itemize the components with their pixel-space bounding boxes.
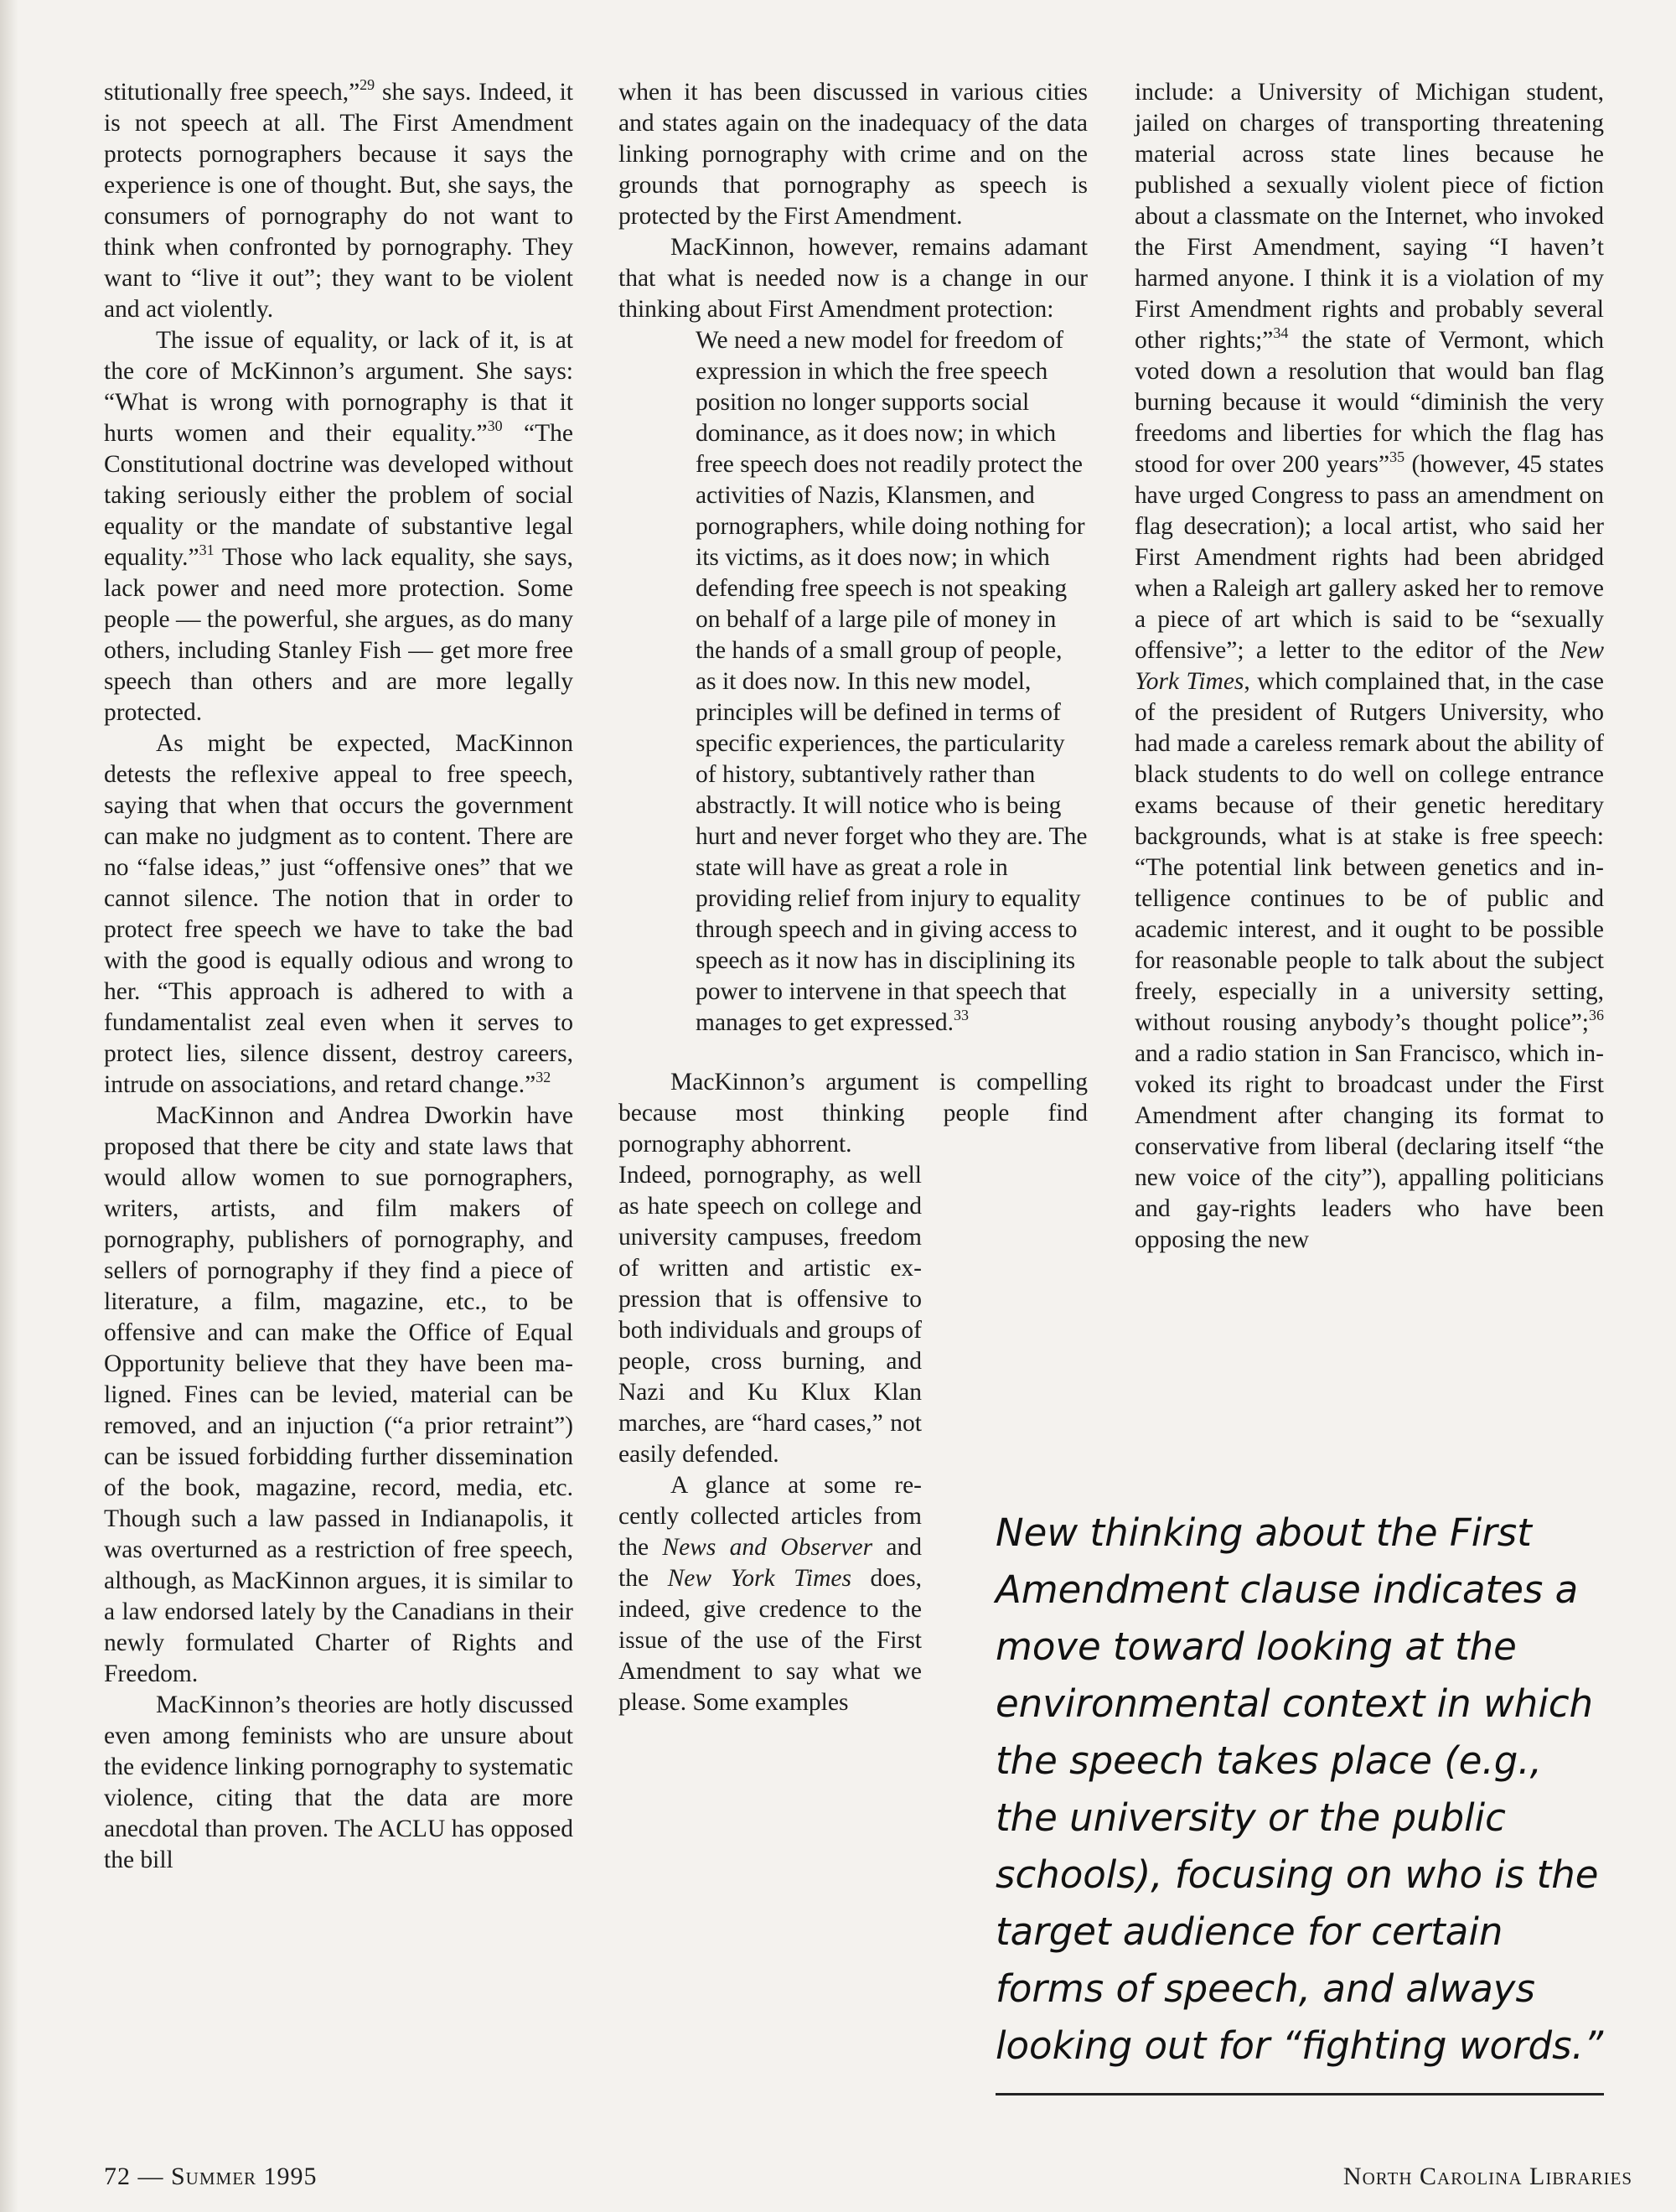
pull-quote-rule <box>996 2093 1604 2095</box>
paragraph: MacKinnon, however, remains adamant that what is needed now is a change in our thinking about First Amendment protection: <box>618 234 1088 323</box>
issue-label: Summer 1995 <box>171 2163 318 2190</box>
footnote-ref: 35 <box>1389 448 1405 465</box>
paragraph: A glance at some recently collected articles from the News and Observer and the New York Times does, indeed, give credence to the issue of the use of the First Amendment to say what we please. Some examples <box>618 1472 923 1716</box>
footer-page-info: 72 — Summer 1995 <box>104 2163 318 2190</box>
paragraph: MacKinnon’s theories are hotly discussed even among feminists who are unsure about the evidence linking pornography to systematic violence, citing that the data are more anecdotal than proven. The ACLU has opposed the bill <box>104 1691 573 1873</box>
paragraph: when it has been discussed in various cities and states again on the inadequacy of the data linking pornography with crime and on the grounds that pornography as speech is protected by the First Amendment. <box>618 79 1088 230</box>
paragraph: The issue of equality, or lack of it, is at the core of McKinnon’s argument. She says: “What is wrong with pornography is that it hurts women and their equality.”$^{30}$ “The Constitutional doctrine was developed without taking seriously either the problem of social equality or the mandate of substantive legal equality.”$^{31}$ Those who lack equality, she says, lack power and need more protection. Some people — the powerful, she argues, as do many others, including Stanley Fish — get more free speech than others and are more legally protected. <box>104 327 573 726</box>
footnote-ref: 32 <box>535 1069 551 1085</box>
footnote-ref: 29 <box>360 76 375 93</box>
footnote-ref: 30 <box>487 417 503 434</box>
paragraph: stitutionally free speech,”$^{29}$ she says. Indeed, it is not speech at all. The First Amendment protects pornographers because it says the experience is one of thought. But, she says, the consumers of pornography do not want to think when confronted by pornography. They want to “live it out”; they want to be violent and act violently. <box>104 76 574 323</box>
pull-quote: New thinking about the First Amendment clause indicates a move toward looking at the environmental context in which the speech takes place (e.g., the university or the public schools), focusing on who is the target audience for certain forms of speech, and always looking out for “fighting words.” <box>996 1510 1604 2068</box>
paragraph: include: a University of Michigan student, jailed on charges of transporting threatening material across state lines because he published a sexually violent piece of fiction about a classmate on the Internet, who invoked the First Amendment, saying “I haven’t harmed anyone. I think it is a violation of my First Amendment rights and probably several other rights;”$^{34}$ the state of Vermont, which voted down a resolution that would ban flag burning because it would “diminish the very freedoms and liberties for which the flag has stood for over 200 years”$^{35}$ (however, 45 states have urged Congress to pass an amendment on flag desecration); a local artist, who said her First Amendment rights had been abridged when a Raleigh art gallery asked her to remove a piece of art which is said to be “sexually offensive”; a letter to the editor of the New York Times, which complained that, in the case of the president of Rutgers University, who had made a careless remark about the ability of black students to do well on college entrance exams because of their genetic hereditary backgrounds, what is at stake is free speech: “The potential link between genetics and intelligence continues to be of public and academic interest, and it ought to be possible for reasonable people to talk about the subject freely, especially in a university setting, without rousing anybody’s thought police”;$^{36}$ and a radio station in San Francisco, which invoked its right to broadcast under the First Amendment after changing its format to conservative from liberal (declaring itself “the new voice of the city”), appalling politicians and gay-rights leaders who have been opposing the new <box>1135 79 1605 1253</box>
journal-name: North Carolina Libraries <box>1342 2163 1632 2190</box>
footnote-ref: 36 <box>1589 1007 1604 1023</box>
paragraph: Indeed, pornography, as well as hate speech on college and university campuses, freedom of written and artistic expression that is offensive to both individuals and groups of people, cross burning, and Nazi and Ku Klux Klan marches, are “hard cases,” not easily defended. <box>618 1162 922 1468</box>
page-number: 72 <box>104 2163 131 2190</box>
block-quote: We need a new model for freedom of expression in which the free speech position no longer supports social dominance, as it does now; in which free speech does not readily protect the activities of Nazis, Klansmen, and pornographers, while doing nothing for its victims, as it does now; in which defending free speech is not speaking on behalf of a large pile of money in the hands of a small group of people, as it does now. In this new model, principles will be defined in terms of specific experiences, the particularity of history, subtantively rather than abstractly. It will notice who is being hurt and never forget who they are. The state will have as great a role in providing relief from injury to equality through speech and in giving access to speech as it now has in disciplining its power to intervene in that speech that manages to get expressed.$^{33}$ <box>696 327 1088 1036</box>
page-edge-shadow <box>0 0 18 2212</box>
column-middle <box>618 77 1088 1718</box>
paragraph: As might be expected, MacKinnon detests the reflexive appeal to free speech, saying that when that occurs the government can make no judgment as to content. There are no “false ideas,” just “offensive ones” that we cannot silence. The notion that in order to protect free speech we have to take the bad with the good is equally odious and wrong to her. “This approach is adhered to with a fundamentalist zeal even when it serves to protect lies, silence dissent, destroy careers, intrude on associations, and retard change.”$^{32}$ <box>104 730 573 1098</box>
footnote-ref: 31 <box>199 541 215 558</box>
publication-title: New York Times <box>1135 637 1604 695</box>
column-right <box>1135 77 1604 1256</box>
publication-title: News and Observer <box>662 1534 873 1561</box>
paragraph: MacKinnon’s argument is compelling because most thinking people find pornography abhorrent. <box>618 1069 1088 1158</box>
column-left <box>104 77 573 1876</box>
publication-title: New York Times <box>667 1565 852 1592</box>
paragraph: MacKinnon and Andrea Dworkin have proposed that there be city and state laws that would allow women to sue pornographers, writers, artists, and film makers of pornography, publishers of pornography, and sellers of pornography if they find a piece of literature, a film, magazine, etc., to be offensive and can make the Office of Equal Opportunity believe that they have been maligned. Fines can be levied, material can be removed, and an injuction (“a prior retraint”) can be issued forbidding further dissemination of the book, magazine, record, media, etc. Though such a law passed in Indianapolis, it was overturned as a restriction of free speech, although, as MacKinnon argues, it is similar to a law endorsed lately by the Canadians in their newly formulated Charter of Rights and Freedom. <box>104 1102 573 1687</box>
footnote-ref: 34 <box>1273 324 1289 341</box>
footnote-ref: 33 <box>954 1007 970 1023</box>
